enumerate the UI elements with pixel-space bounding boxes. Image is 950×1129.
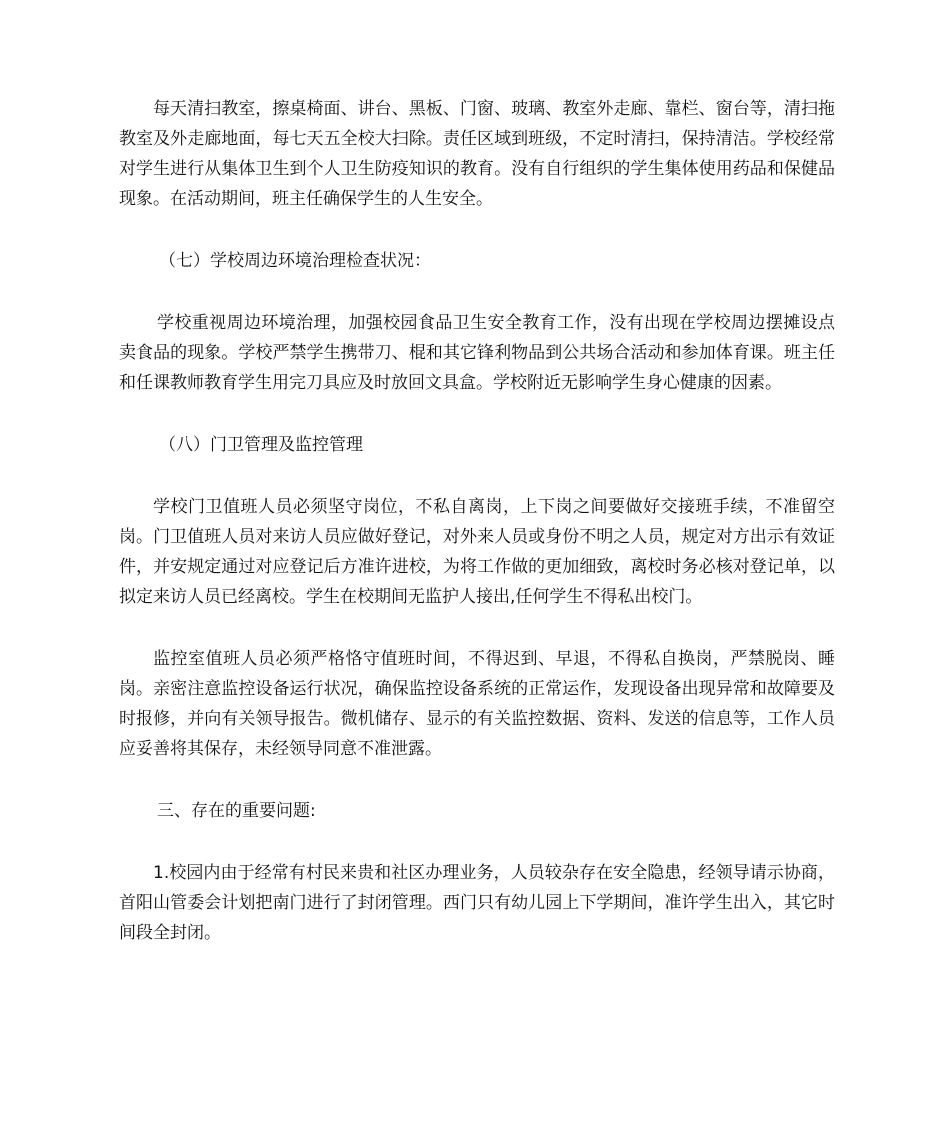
document-body — [119, 94, 835, 980]
paragraph-monitoring: 监控室值班人员必须严格恪守值班时间，不得迟到、早退，不得私自换岗，严禁脱岗、睡岗。亲密注意监控设备运行状况，确保监控设备系统的正常运作，发现设备出现异常和故障要及时报修，并向有关领导报告。微机储存、显示的有关监控数据、资料、发送的信息等，工作人员应妥善将其保存，未经领导同意不准泄露。 — [119, 649, 835, 759]
paragraph-problem-1: 1.校园内由于经常有村民来贵和社区办理业务，人员较杂存在安全隐患，经领导请示协商，首阳山管委会计划把南门进行了封闭管理。西门只有幼儿园上下学期间，准许学生出入，其它时间段全封闭。 — [119, 863, 835, 943]
heading-problems: 三、存在的重要问题: — [157, 801, 316, 821]
paragraph-surroundings: 学校重视周边环境治理，加强校园食品卫生安全教育工作，没有出现在学校周边摆摊设点卖食品的现象。学校严禁学生携带刀、棍和其它锋利物品到公共场合活动和参加体育课。班主任和任课教师教育学生用完刀具应及时放回文具盒。学校附近无影响学生身心健康的因素。 — [119, 313, 835, 393]
heading-gate-monitoring: （八）门卫管理及监控管理 — [159, 435, 363, 455]
paragraph-cleaning: 每天清扫教室，擦桌椅面、讲台、黑板、门窗、玻璃、教室外走廊、靠栏、窗台等，清扫拖教室及外走廊地面，每七天五全校大扫除。责任区域到班级，不定时清扫，保持清洁。学校经常对学生进行从集体卫生到个人卫生防疫知识的教育。没有自行组织的学生集体使用药品和保健品现象。在活动期间，班主任确保学生的人生安全。 — [119, 99, 835, 209]
heading-surroundings: （七）学校周边环境治理检查状况： — [159, 251, 431, 271]
paragraph-gate: 学校门卫值班人员必须坚守岗位，不私自离岗，上下岗之间要做好交接班手续，不准留空岗。门卫值班人员对来访人员应做好登记，对外来人员或身份不明之人员，规定对方出示有效证件，并安规定通过对应登记后方准许进校，为将工作做的更加细致，离校时务必核对登记单，以拟定来访人员已经离校。学生在校期间无监护人接出,任何学生不得私出校门。 — [119, 497, 835, 607]
